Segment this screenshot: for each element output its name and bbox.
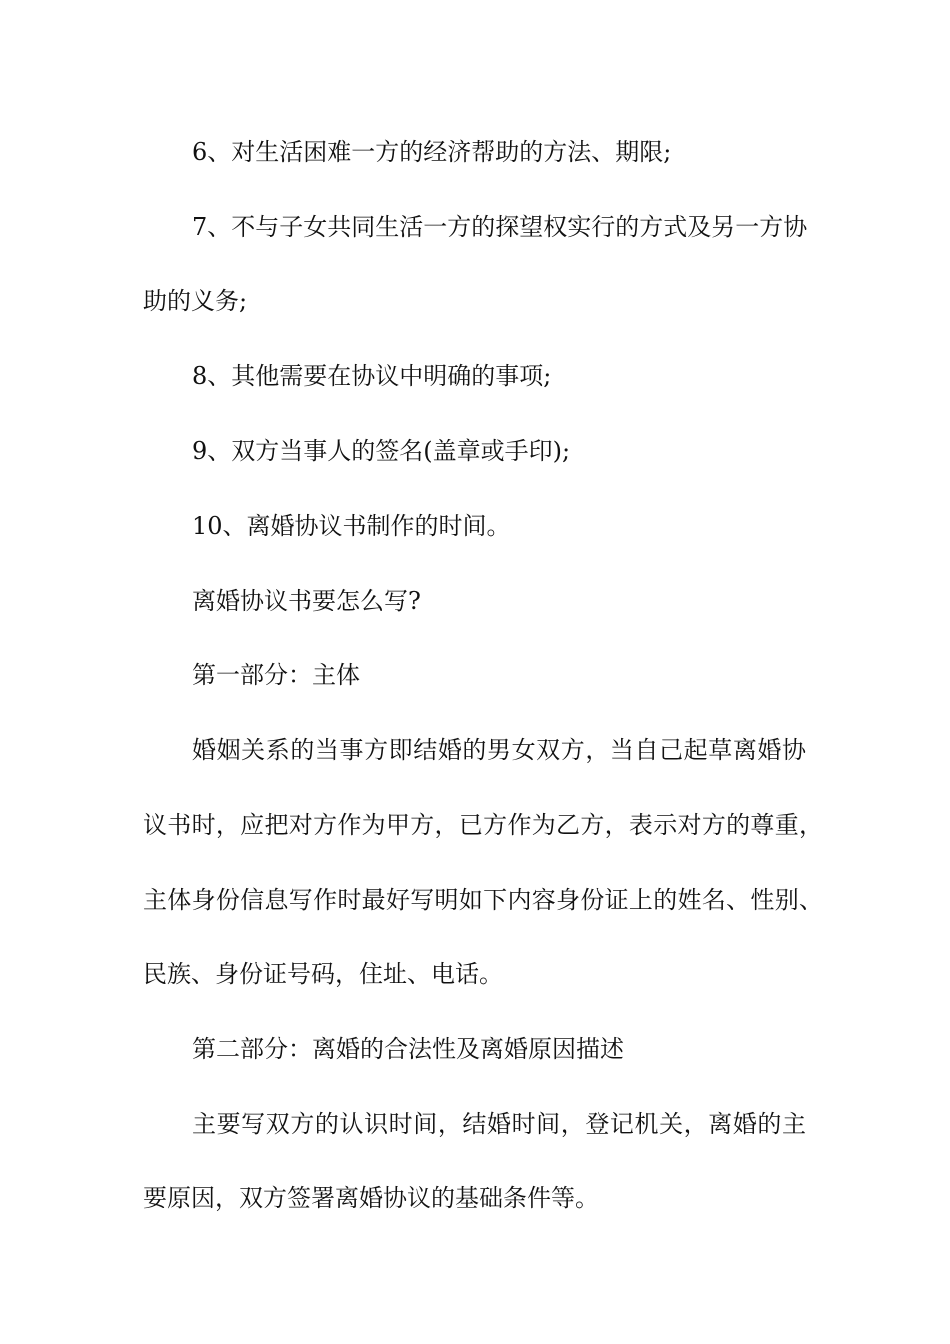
text-line-item-7-cont: 助的义务; xyxy=(143,287,248,315)
section-heading-part-1: 第一部分：主体 xyxy=(192,661,360,689)
text-line-item-7: 7、不与子女共同生活一方的探望权实行的方式及另一方协 xyxy=(192,213,808,241)
paragraph-line: 民族、身份证号码，住址、电话。 xyxy=(143,960,503,988)
paragraph-line: 议书时，应把对方作为甲方，已方作为乙方，表示对方的尊重， xyxy=(143,811,823,839)
section-heading-part-2: 第二部分：离婚的合法性及离婚原因描述 xyxy=(192,1035,624,1063)
paragraph-line: 主要写双方的认识时间，结婚时间，登记机关，离婚的主 xyxy=(192,1110,806,1138)
text-line-item-9: 9、双方当事人的签名(盖章或手印); xyxy=(192,437,571,465)
paragraph-line: 婚姻关系的当事方即结婚的男女双方，当自己起草离婚协 xyxy=(192,736,806,764)
text-line-item-6: 6、对生活困难一方的经济帮助的方法、期限; xyxy=(192,138,672,166)
paragraph-line: 要原因，双方签署离婚协议的基础条件等。 xyxy=(143,1184,599,1212)
text-line-item-8: 8、其他需要在协议中明确的事项; xyxy=(192,362,552,390)
text-line-item-10: 10、离婚协议书制作的时间。 xyxy=(192,512,511,540)
paragraph-line: 主体身份信息写作时最好写明如下内容身份证上的姓名、性别、 xyxy=(143,886,823,914)
section-question: 离婚协议书要怎么写? xyxy=(192,587,421,615)
